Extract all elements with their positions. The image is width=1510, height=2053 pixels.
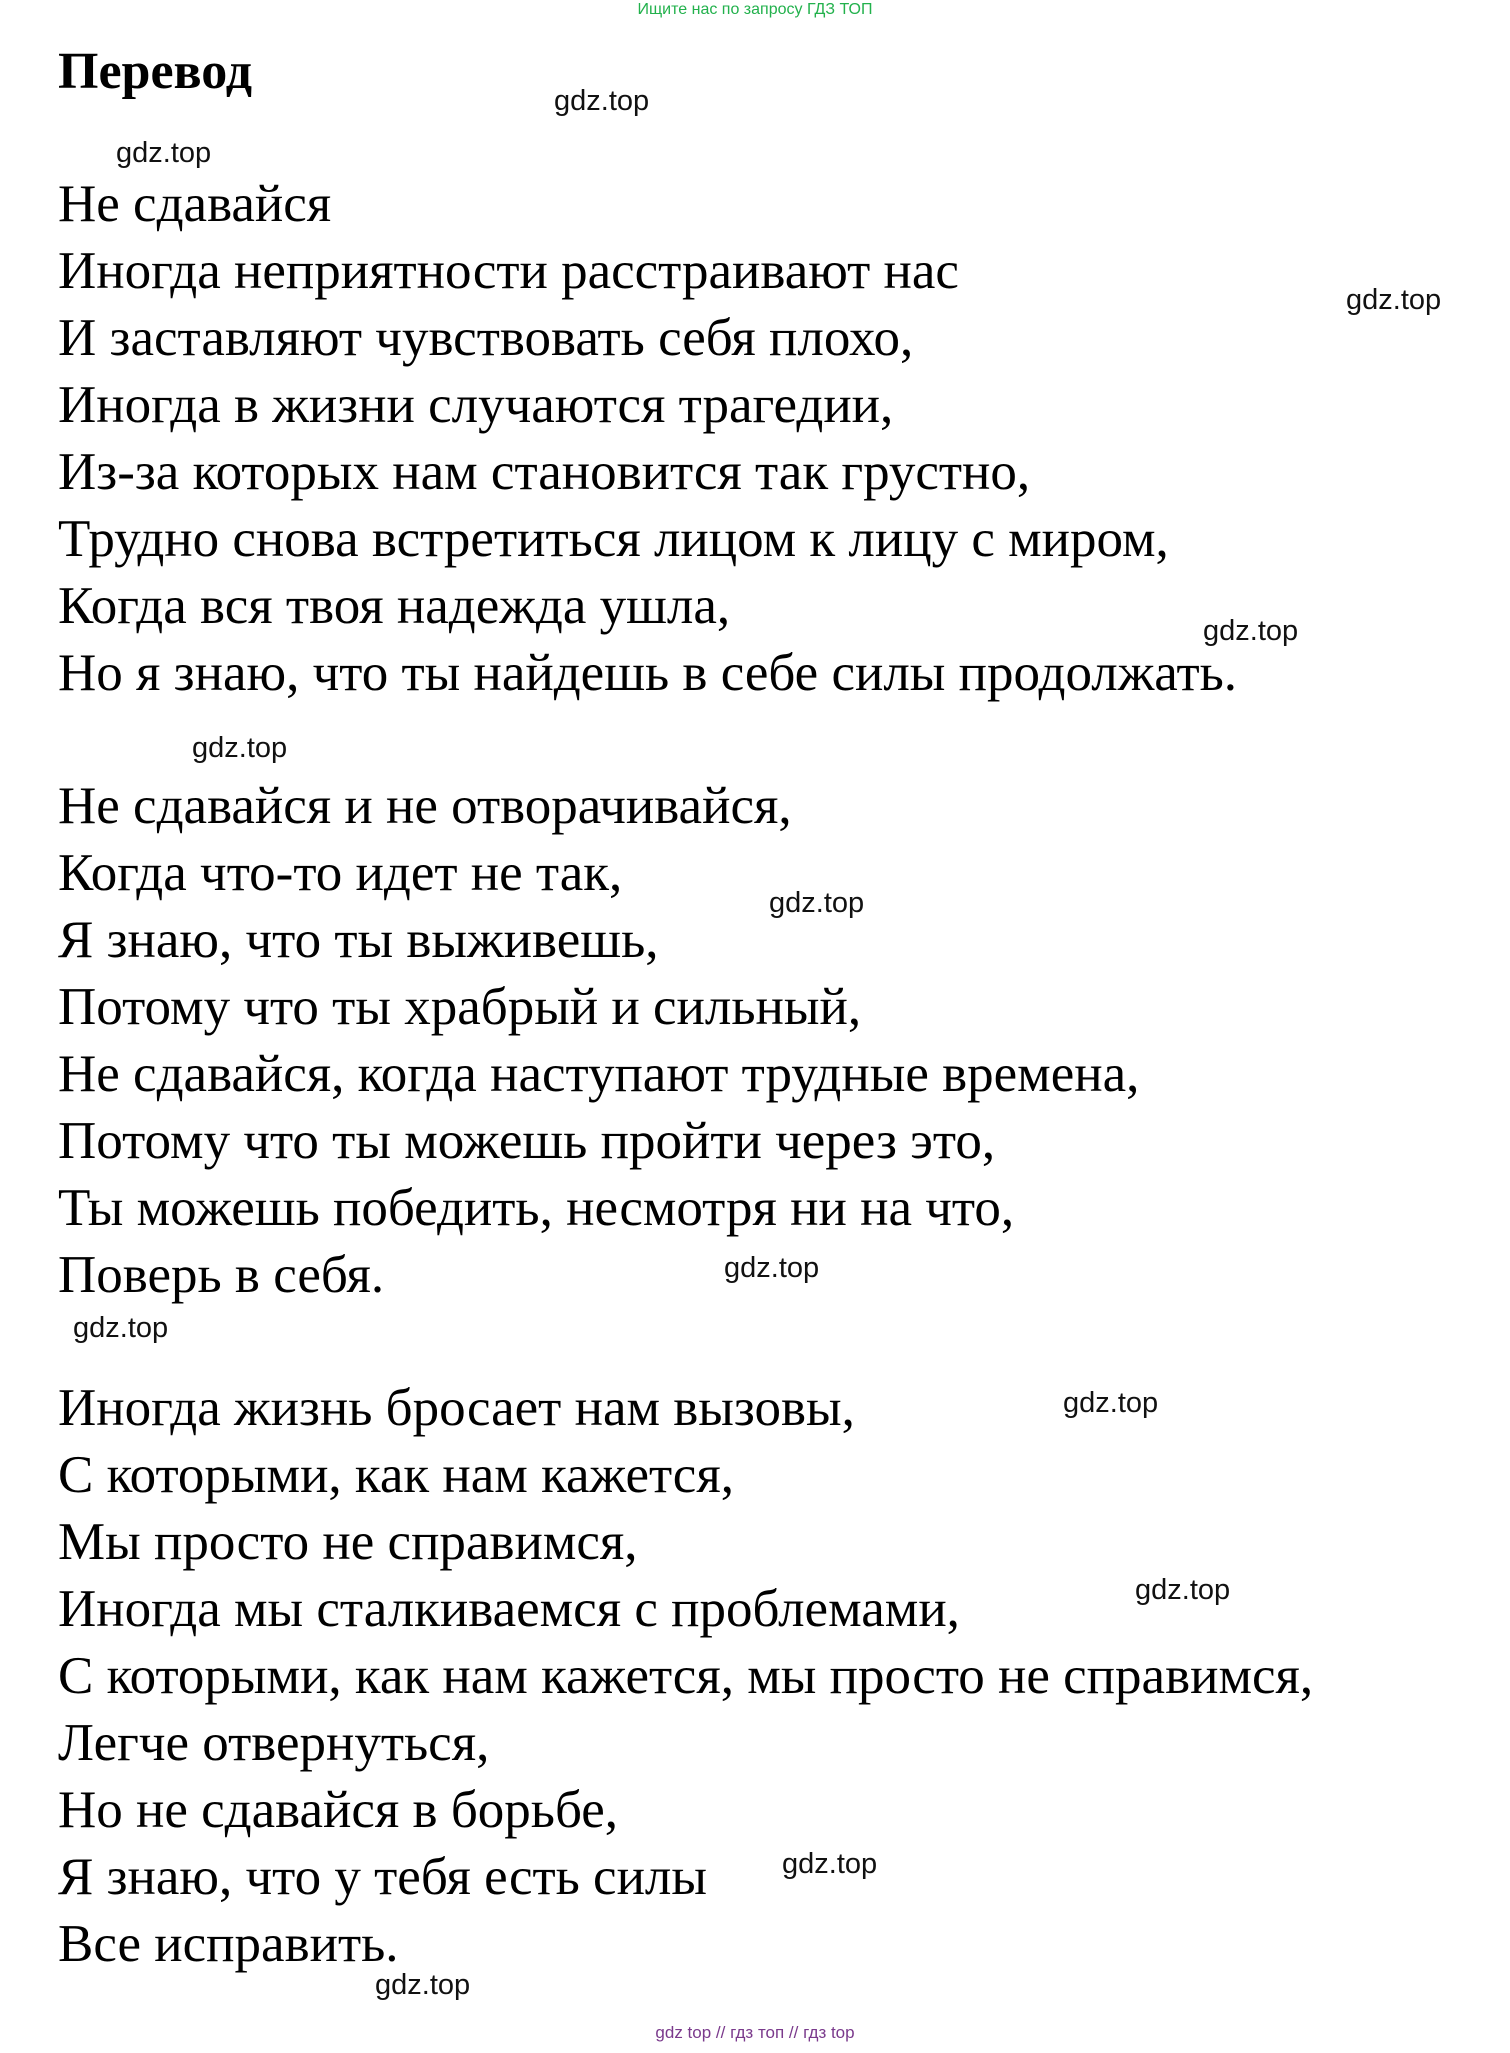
poem-line: Но я знаю, что ты найдешь в себе силы продолжать. xyxy=(58,644,1238,702)
poem-line: Трудно снова встретиться лицом к лицу с миром, xyxy=(58,510,1169,568)
watermark: gdz.top xyxy=(1063,1387,1159,1419)
top-banner[interactable]: Ищите нас по запросу ГДЗ ТОП xyxy=(637,1,873,18)
watermark: gdz.top xyxy=(1346,284,1442,316)
poem-line: Не сдавайся xyxy=(58,175,332,233)
poem-line: С которыми, как нам кажется, мы просто не справимся, xyxy=(58,1647,1314,1705)
poem-line: Когда вся твоя надежда ушла, xyxy=(58,577,731,635)
watermark: gdz.top xyxy=(724,1252,820,1284)
watermark: gdz.top xyxy=(192,732,288,764)
poem-line: Я знаю, что у тебя есть силы xyxy=(58,1848,707,1906)
poem-line: Легче отвернуться, xyxy=(58,1714,490,1772)
watermark: gdz.top xyxy=(769,887,865,919)
poem-line: Из-за которых нам становится так грустно, xyxy=(58,443,1031,501)
watermark: gdz.top xyxy=(1203,615,1299,647)
poem-line: Поверь в себя. xyxy=(58,1246,385,1304)
page-title: Перевод xyxy=(58,43,253,100)
poem-line: Не сдавайся и не отворачивайся, xyxy=(58,777,792,835)
poem-line: Когда что-то идет не так, xyxy=(58,844,623,902)
watermark: gdz.top xyxy=(73,1312,169,1344)
poem-line: Не сдавайся, когда наступают трудные времена, xyxy=(58,1045,1140,1103)
watermark: gdz.top xyxy=(1135,1574,1231,1606)
poem-line: Ты можешь победить, несмотря ни на что, xyxy=(58,1179,1015,1237)
poem-line: Иногда неприятности расстраивают нас xyxy=(58,242,959,300)
watermark: gdz.top xyxy=(554,85,650,117)
poem-line: Потому что ты храбрый и сильный, xyxy=(58,978,862,1036)
poem-line: Я знаю, что ты выживешь, xyxy=(58,911,659,969)
poem-line: Но не сдавайся в борьбе, xyxy=(58,1781,618,1839)
poem-line: С которыми, как нам кажется, xyxy=(58,1446,734,1504)
poem-line: И заставляют чувствовать себя плохо, xyxy=(58,309,914,367)
poem-line: Иногда в жизни случаются трагедии, xyxy=(58,376,894,434)
poem-line: Все исправить. xyxy=(58,1915,399,1973)
poem-line: Мы просто не справимся, xyxy=(58,1513,638,1571)
poem-line: Потому что ты можешь пройти через это, xyxy=(58,1112,996,1170)
bottom-banner[interactable]: gdz top // гдз топ // гдз top xyxy=(655,2023,855,2042)
watermark: gdz.top xyxy=(375,1969,471,2001)
watermark: gdz.top xyxy=(116,137,212,169)
poem-line: Иногда жизнь бросает нам вызовы, xyxy=(58,1379,855,1437)
poem-line: Иногда мы сталкиваемся с проблемами, xyxy=(58,1580,960,1638)
watermark: gdz.top xyxy=(782,1848,878,1880)
